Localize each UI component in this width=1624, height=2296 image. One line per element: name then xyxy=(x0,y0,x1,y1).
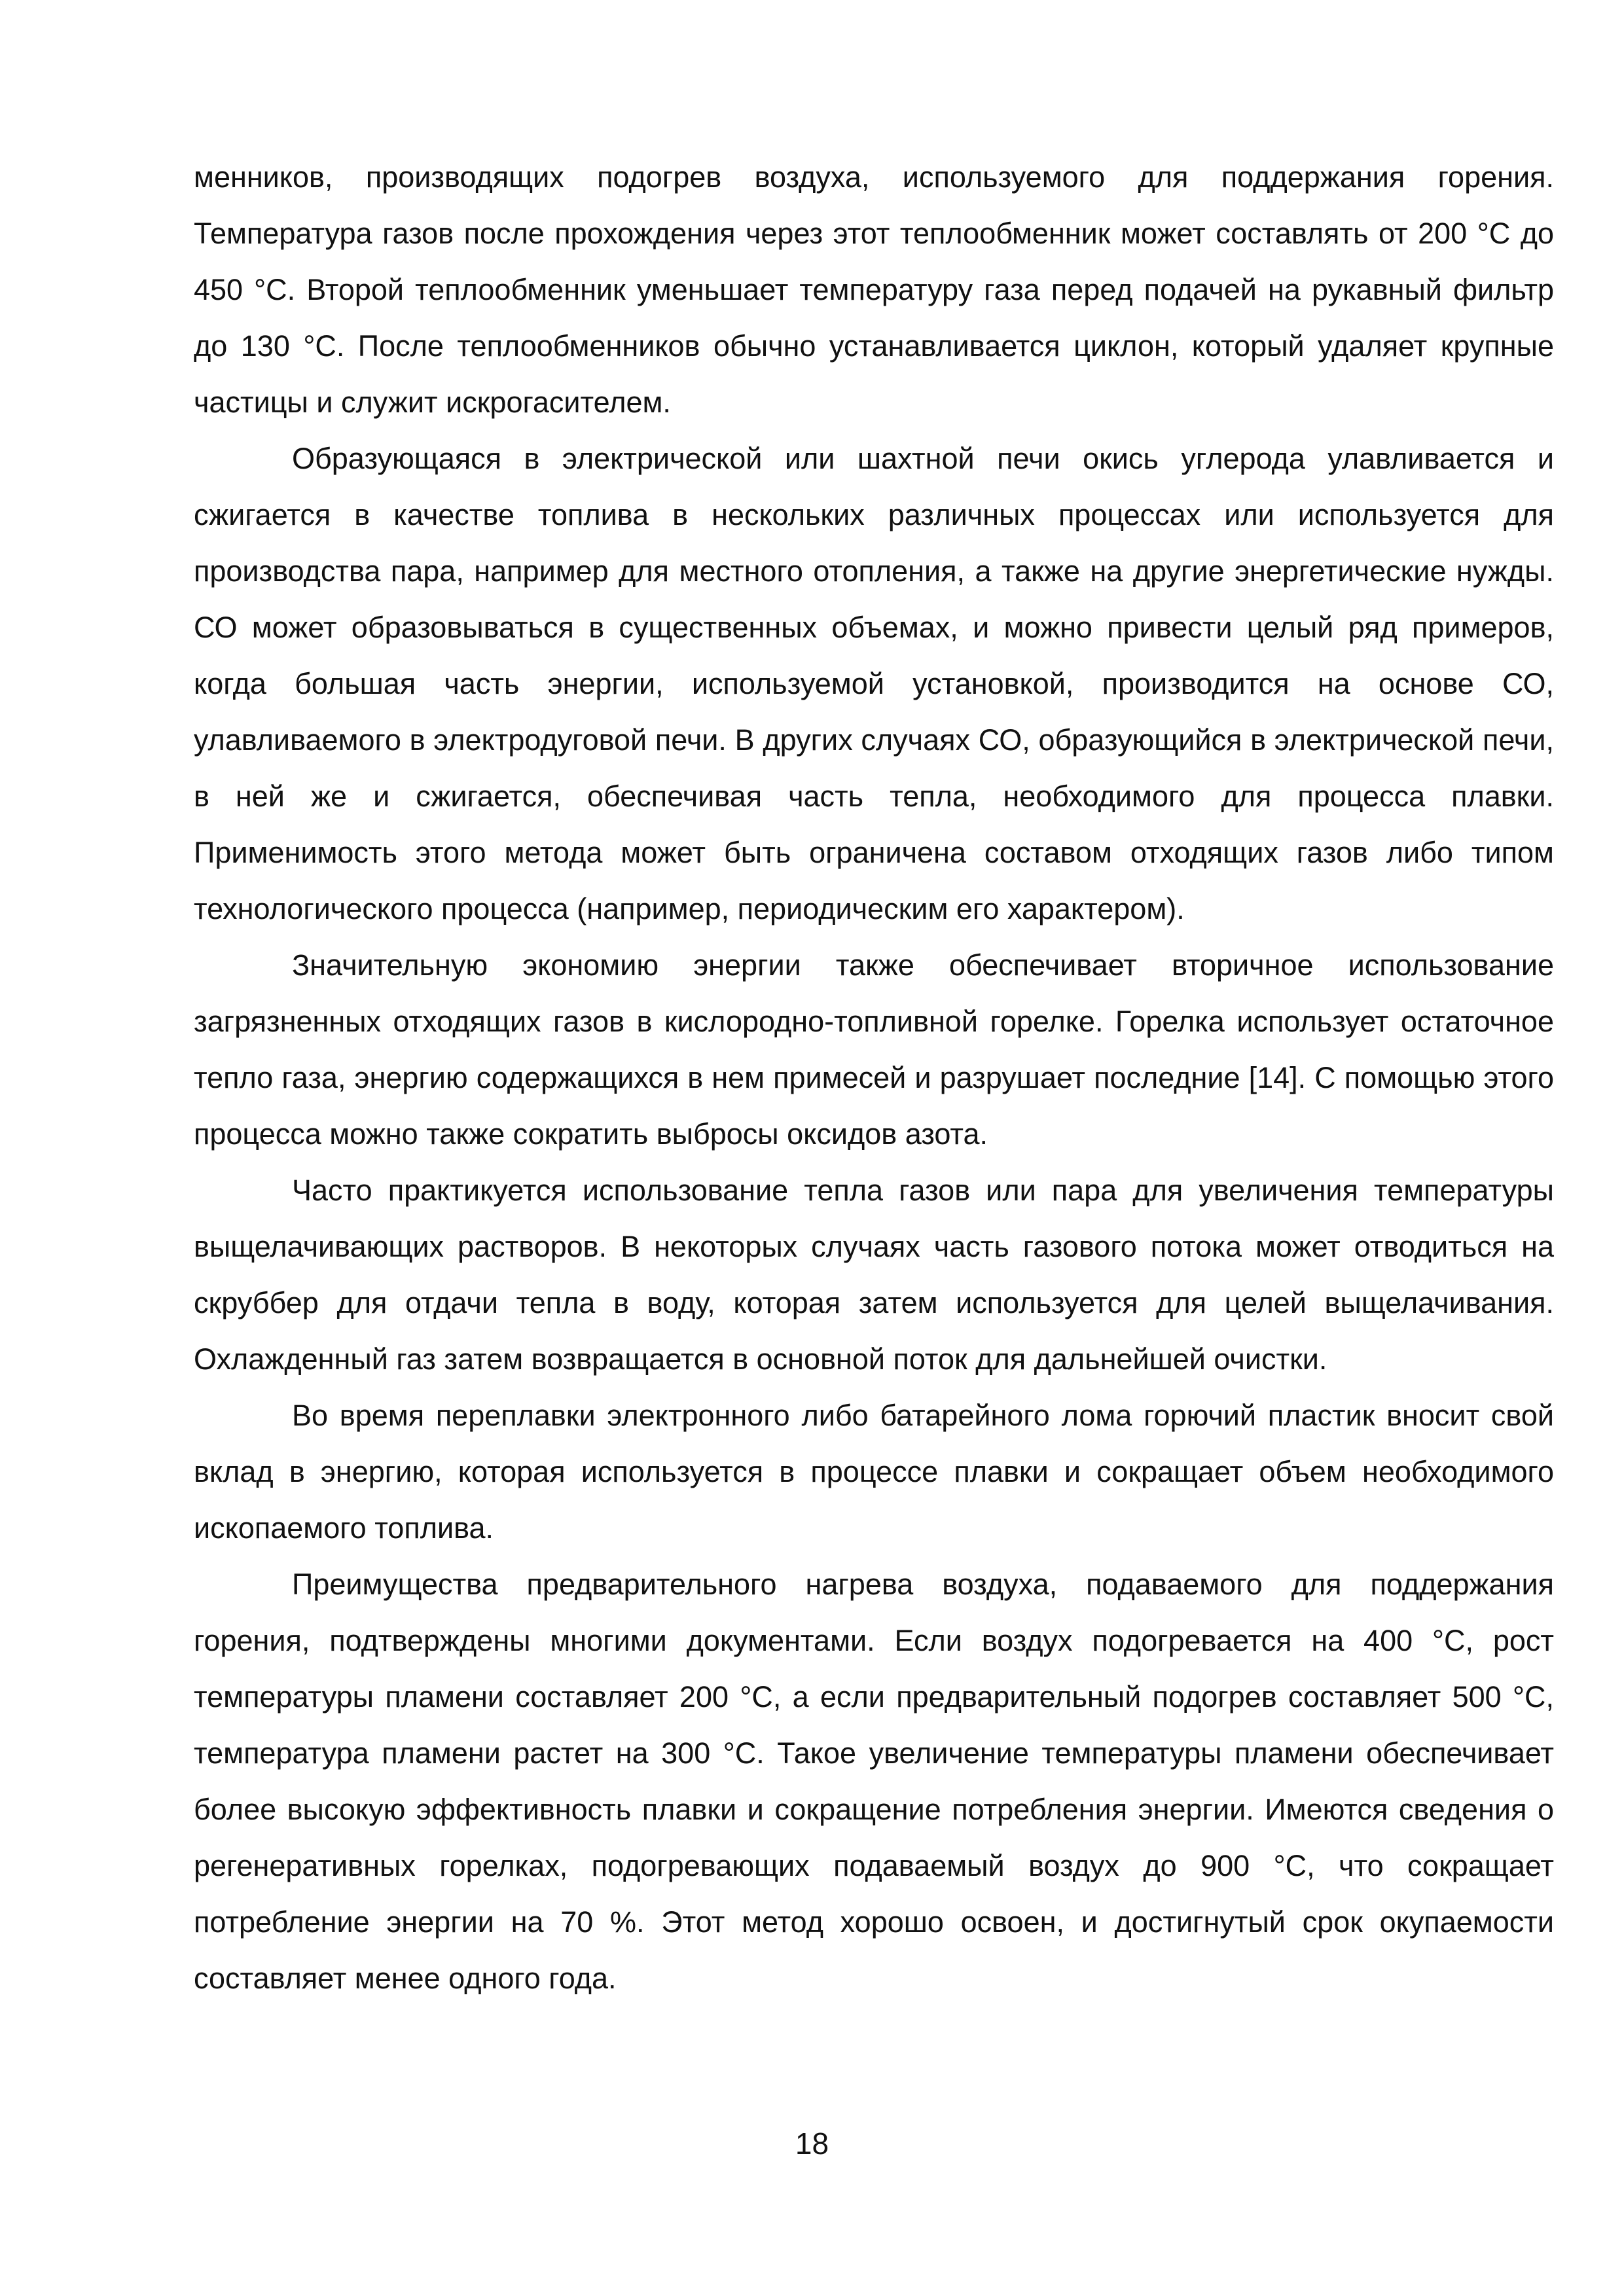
paragraph-oxy-fuel-burner: Значительную экономию энергии также обеспечивает вторичное использование загрязненных отходящих газов в кислородно-топливной горелке. Горелка использует остаточное тепло газа, энергию содержащихся в нем примесей и разрушает последние [14]. С помощью этого процесса можно также сократить выбросы оксидов азота. xyxy=(194,948,1554,1151)
paragraph-scrap-plastic: Во время переплавки электронного либо батарейного лома горючий пластик вносит свой вклад в энергию, которая используется в процессе плавки и сокращает объем необходимого ископаемого топлива. xyxy=(194,1399,1554,1545)
paragraph-leaching-heat: Часто практикуется использование тепла газов или пара для увеличения температуры выщелачивающих растворов. В некоторых случаях часть газового потока может отводиться на скруббер для отдачи тепла в воду, которая затем используется для целей выщелачивания. Охлажденный газ затем возвращается в основной поток для дальнейшей очистки. xyxy=(194,1174,1554,1376)
body-text xyxy=(194,149,1554,2007)
page-number: 18 xyxy=(795,2126,829,2161)
paragraph-air-preheat: Преимущества предварительного нагрева воздуха, подаваемого для поддержания горения, подтверждены многими документами. Если воздух подогревается на 400 °С, рост температуры пламени составляет 200 °С, а если предварительный подогрев составляет 500 °С, температура пламени растет на 300 °С. Такое увеличение температуры пламени обеспечивает более высокую эффективность плавки и сокращение потребления энергии. Имеются сведения о регенеративных горелках, подогревающих подаваемый воздух до 900 °С, что сокращает потребление энергии на 70 %. Этот метод хорошо освоен, и достигнутый срок окупаемости составляет менее одного года. xyxy=(194,1568,1554,1995)
paragraph-carbon-monoxide: Образующаяся в электрической или шахтной печи окись углерода улавливается и сжигается в качестве топлива в нескольких различных процессах или используется для производства пара, например для местного отопления, а также на другие энергетические нужды. СО может образовываться в существенных объемах, и можно привести целый ряд примеров, когда большая часть энергии, используемой установкой, производится на основе СО, улавливаемого в электродуговой печи. В других случаях СО, образующийся в электрической печи, в ней же и сжигается, обеспечивая часть тепла, необходимого для процесса плавки. Применимость этого метода может быть ограничена составом отходящих газов либо типом технологического процесса (например, периодическим его характером). xyxy=(194,442,1554,925)
paragraph-continued: менников, производящих подогрев воздуха, используемого для поддержания горения. Температура газов после прохождения через этот теплообменник может составлять от 200 °С до 450 °С. Второй теплообменник уменьшает температуру газа перед подачей на рукавный фильтр до 130 °С. После теплообменников обычно устанавливается циклон, который удаляет крупные частицы и служит искрогасителем. xyxy=(194,160,1554,419)
